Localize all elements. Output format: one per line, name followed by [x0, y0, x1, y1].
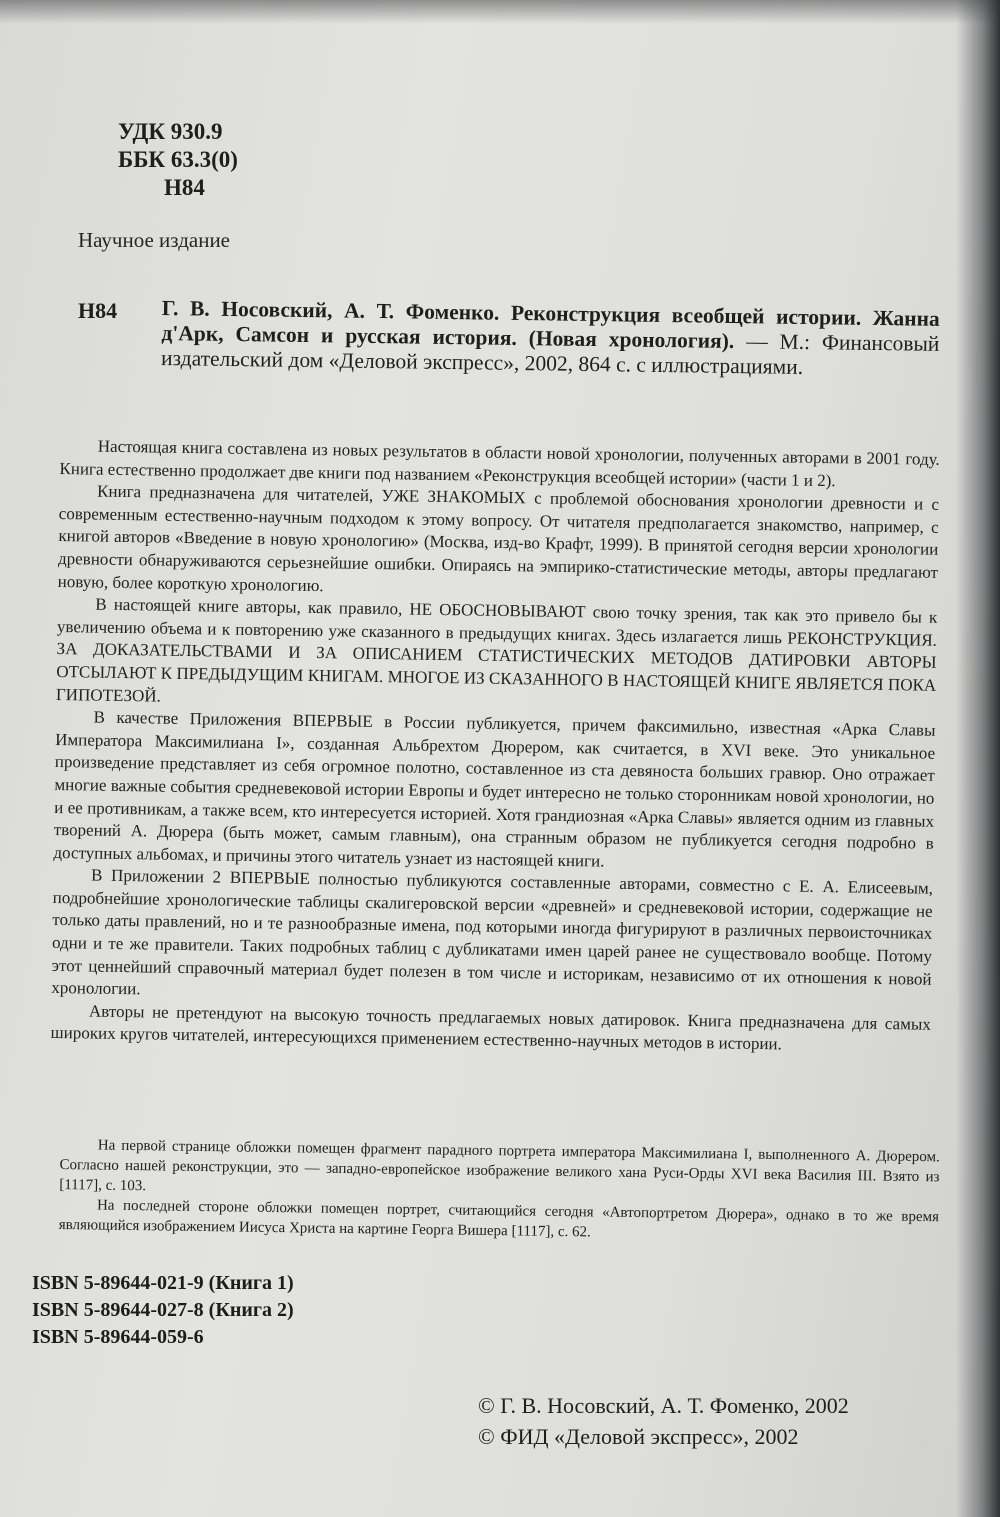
- cover-notes: [59, 1135, 940, 1247]
- bbk-code: ББК 63.3(0): [118, 147, 238, 172]
- reference-code: Н84: [78, 298, 118, 323]
- reference-imprint: — М.: Финансовый издательский дом «Деловой экспресс», 2002, 864 с. с иллюстрациями.: [160, 329, 940, 379]
- top-shadow: [0, 0, 1000, 24]
- classification-block: [118, 118, 238, 202]
- isbn-block: [32, 1270, 294, 1351]
- abstract-paragraph: В Приложении 2 ВПЕРВЫЕ полностью публикуются составленные авторами, совместно с Е. А. Елисеевым, подробнейшие хронологические таблицы скалигеровской версии «древней» и средневековой истории, содержащие не только даты правлений, но и те разнообразные имена, под которыми иногда фигурируют в различных первоисточниках одни и те же правители. Таких подробных таблиц с дубликатами имен царей ранее не существовало вообще. Потому этот ценнейший справочный материал будет полезен в том числе и историкам, независимо от их отношения к новой хронологии.: [51, 865, 934, 999]
- isbn-line: ISBN 5-89644-059-6: [32, 1326, 204, 1348]
- copyright-line: © Г. В. Носовский, А. Т. Фоменко, 2002: [478, 1393, 849, 1418]
- cover-note: На последней стороне обложки помещен портрет, считающийся сегодня «Автопортретом Дюрера», однако в то же время являющийся изображением Иисуса Христа на картине Георга Вишера [1117], с. 62.: [58, 1197, 940, 1241]
- abstract-paragraph: Авторы не претендуют на высокую точность предлагаемых новых датировок. Книга предназначена для самых широких кругов читателей, интересующихся применением естественно-научных методов в истории.: [50, 1001, 932, 1054]
- abstract-paragraph: В настоящей книге авторы, как правило, НЕ ОБОСНОВЫВАЮТ свою точку зрения, так как это привело бы к увеличению объема и к повторению уже сказанного в предыдущих книгах. Здесь излагается лишь РЕКОНСТРУКЦИЯ. ЗА ДОКАЗАТЕЛЬСТВАМИ И ЗА ОПИСАНИЕМ СТАТИСТИЧЕСКИХ МЕТОДОВ ДАТИРОВКИ АВТОРЫ ОТСЫЛАЮТ К ПРЕДЫДУЩИМ КНИГАМ. МНОГОЕ ИЗ СКАЗАННОГО В НАСТОЯЩЕЙ КНИГЕ ЯВЛЯЕТСЯ ПОКА ГИПОТЕЗОЙ.: [55, 594, 938, 706]
- udk-code: УДК 930.9: [118, 119, 223, 144]
- abstract-paragraph: В качестве Приложения ВПЕРВЫЕ в России публикуется, причем факсимильно, известная «Арка Славы Императора Максимилиана I», созданная Альбрехтом Дюрером, как считается, в XVI веке. Это уникальное произведение представляет из себя огромное полотно, составленное из ста девяноста больших гравюр. Оно отражает многие важные события средневековой истории Европы и будет интересно не только сторонникам новой хронологии, но и ее противникам, а также всем, кто интересуется историей. Хотя грандиозная «Арка Славы» является одним из главных творений А. Дюрера (быть может, самым главным), она странным образом не публикуется сегодня подробно в доступных альбомах, и причины этого читатель узнает из настоящей книги.: [53, 707, 936, 871]
- author-mark: Н84: [164, 175, 205, 200]
- page-edge-shadow: [956, 0, 1000, 1517]
- reference-title: Реконструкция всеобщей истории. Жанна д'Арк, Самсон и русская история. (Новая хронология).: [161, 300, 940, 353]
- cover-note: На первой странице обложки помещен фрагмент парадного портрета императора Максимилиана I, выполненного А. Дюрером. Согласно нашей реконструкции, это — западно-европейское изображение великого хана Руси-Орды XVI века Василия III. Взято из [1117], с. 103.: [59, 1137, 940, 1195]
- abstract: [50, 435, 939, 1059]
- copyright-line: © ФИД «Деловой экспресс», 2002: [478, 1424, 799, 1449]
- bibliographic-reference: [161, 296, 940, 382]
- copyright-block: [478, 1390, 849, 1452]
- abstract-paragraph: Настоящая книга составлена из новых результатов в области новой хронологии, полученных авторами в 2001 году. Книга естественно продолжает две книги под названием «Реконструкция всеобщей истории» (части 1 и 2).: [59, 436, 940, 490]
- isbn-line: ISBN 5-89644-021-9 (Книга 1): [32, 1272, 294, 1294]
- abstract-paragraph: Книга предназначена для читателей, УЖЕ ЗНАКОМЫХ с проблемой обоснования хронологии древности и с современным естественно-научным подходом к этому вопросу. От читателя предполагается знакомство, например, с книгой авторов «Введение в новую хронологию» (Москва, изд-во Крафт, 1999). В принятой сегодня версии хронологии древности обнаруживаются серьезнейшие ошибки. Опираясь на эмпирико-статистические методы, авторы предлагают новую, более короткую хронологию.: [57, 481, 940, 595]
- reference-authors: Г. В. Носовский, А. Т. Фоменко.: [161, 296, 500, 325]
- edition-type: Научное издание: [78, 228, 231, 252]
- show-through-ghost: [330, 108, 930, 148]
- isbn-line: ISBN 5-89644-027-8 (Книга 2): [32, 1299, 294, 1321]
